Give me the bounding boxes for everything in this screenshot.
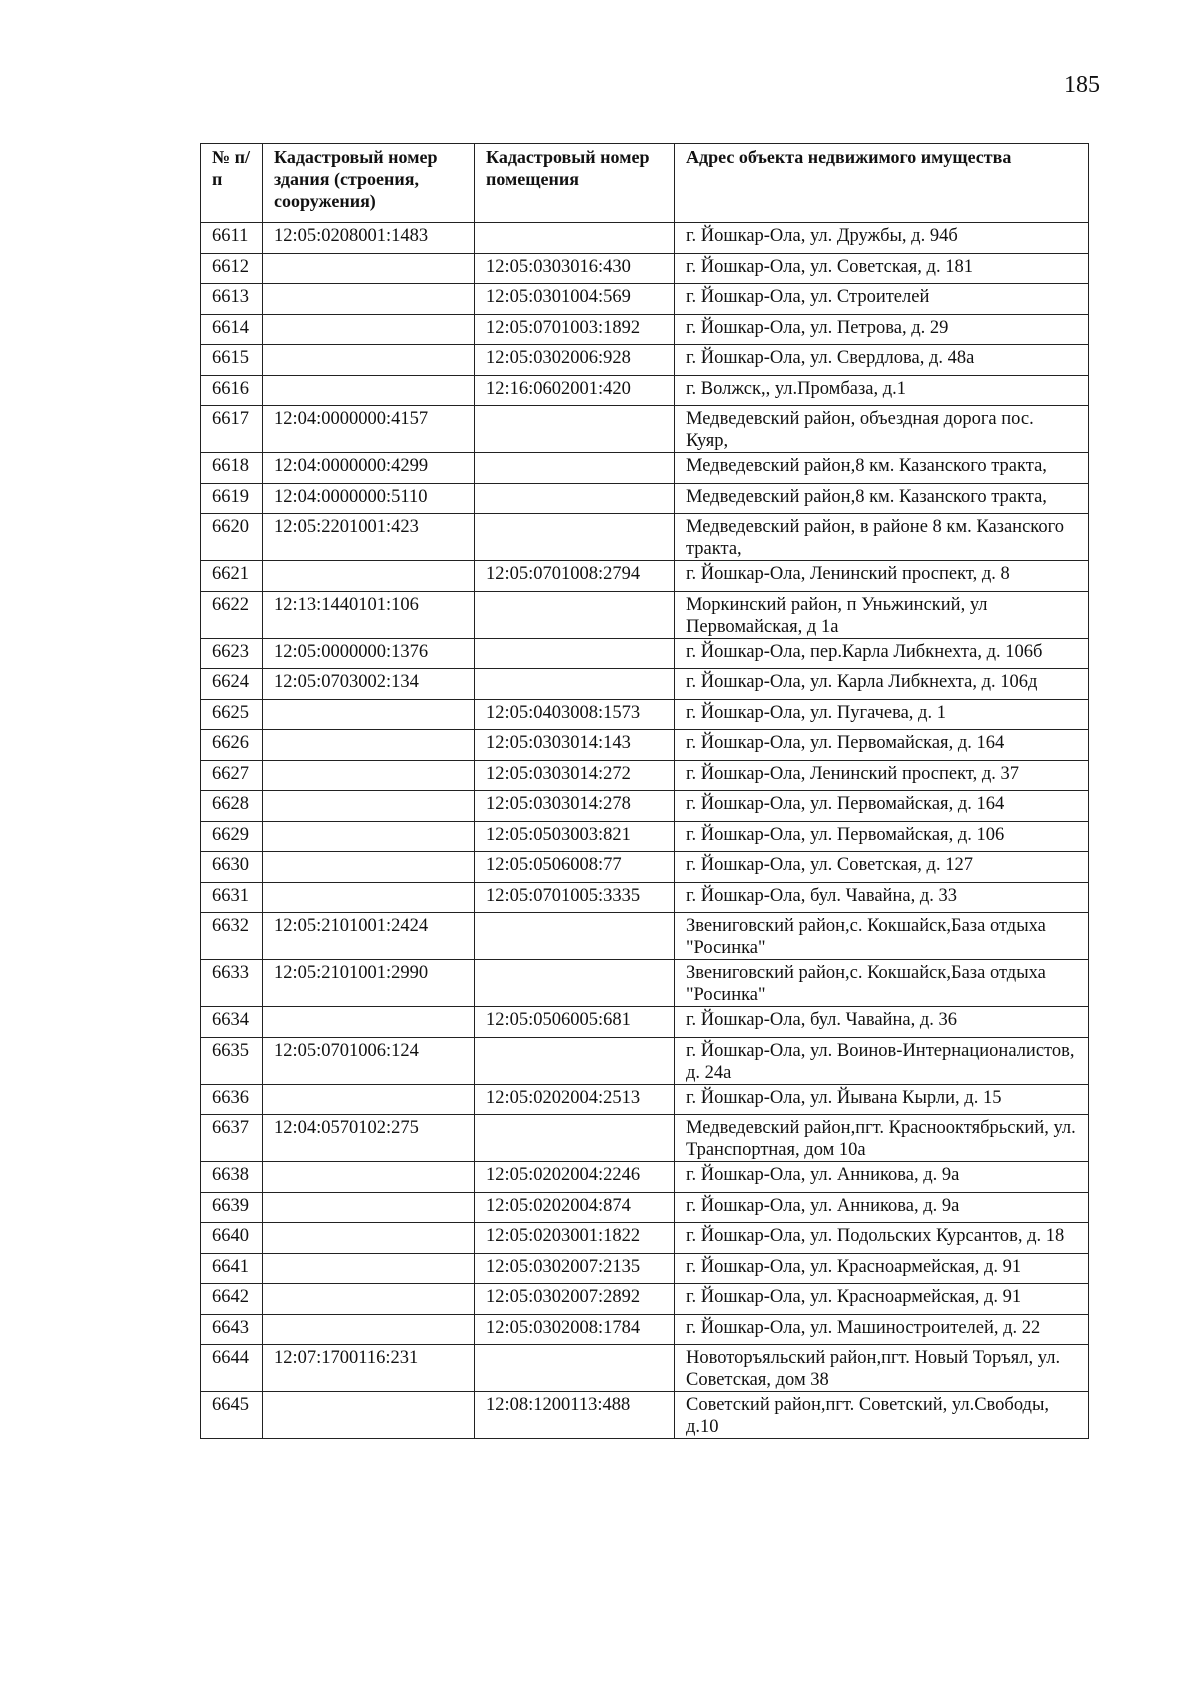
building-cadastral-number	[263, 1192, 475, 1223]
row-number: 6631	[201, 882, 263, 913]
address: г. Йошкар-Ола, ул. Йывана Кырли, д. 15	[675, 1084, 1089, 1115]
row-number: 6640	[201, 1223, 263, 1254]
address: Медведевский район,пгт. Краснооктябрьский, ул. Транспортная, дом 10а	[675, 1115, 1089, 1162]
table-row	[201, 514, 1089, 561]
room-cadastral-number	[475, 406, 675, 453]
table-row	[201, 913, 1089, 960]
address: г. Йошкар-Ола, ул. Первомайская, д. 164	[675, 730, 1089, 761]
building-cadastral-number: 12:05:0000000:1376	[263, 638, 475, 669]
room-cadastral-number: 12:05:0302006:928	[475, 345, 675, 376]
address: г. Йошкар-Ола, ул. Подольских Курсантов, д. 18	[675, 1223, 1089, 1254]
room-cadastral-number: 12:05:0302007:2892	[475, 1284, 675, 1315]
row-number: 6638	[201, 1162, 263, 1193]
table-row	[201, 791, 1089, 822]
building-cadastral-number: 12:05:0703002:134	[263, 669, 475, 700]
room-cadastral-number	[475, 453, 675, 484]
address: г. Йошкар-Ола, ул. Свердлова, д. 48а	[675, 345, 1089, 376]
row-number: 6625	[201, 699, 263, 730]
room-cadastral-number: 12:05:0202004:874	[475, 1192, 675, 1223]
address: Советский район,пгт. Советский, ул.Свободы, д.10	[675, 1392, 1089, 1439]
address: г. Волжск,, ул.Промбаза, д.1	[675, 375, 1089, 406]
building-cadastral-number: 12:04:0000000:4299	[263, 453, 475, 484]
address: г. Йошкар-Ола, ул. Анникова, д. 9а	[675, 1162, 1089, 1193]
room-cadastral-number	[475, 638, 675, 669]
building-cadastral-number: 12:05:2101001:2424	[263, 913, 475, 960]
address: г. Йошкар-Ола, ул. Дружбы, д. 94б	[675, 223, 1089, 254]
table-row	[201, 1253, 1089, 1284]
row-number: 6626	[201, 730, 263, 761]
address: Новоторъяльский район,пгт. Новый Торъял, ул. Советская, дом 38	[675, 1345, 1089, 1392]
address: г. Йошкар-Ола, ул. Первомайская, д. 106	[675, 821, 1089, 852]
building-cadastral-number	[263, 1223, 475, 1254]
header-number: № п/п	[201, 144, 263, 223]
row-number: 6614	[201, 314, 263, 345]
building-cadastral-number	[263, 1284, 475, 1315]
table-row	[201, 730, 1089, 761]
address: г. Йошкар-Ола, ул. Первомайская, д. 164	[675, 791, 1089, 822]
table-row	[201, 1037, 1089, 1084]
row-number: 6612	[201, 253, 263, 284]
building-cadastral-number: 12:05:2101001:2990	[263, 960, 475, 1007]
building-cadastral-number	[263, 821, 475, 852]
room-cadastral-number	[475, 1115, 675, 1162]
address: г. Йошкар-Ола, бул. Чавайна, д. 36	[675, 1007, 1089, 1038]
room-cadastral-number	[475, 514, 675, 561]
row-number: 6634	[201, 1007, 263, 1038]
room-cadastral-number: 12:05:0303014:272	[475, 760, 675, 791]
room-cadastral-number: 12:05:0701008:2794	[475, 561, 675, 592]
address: г. Йошкар-Ола, ул. Советская, д. 181	[675, 253, 1089, 284]
building-cadastral-number	[263, 699, 475, 730]
table-body	[201, 223, 1089, 1439]
address: г. Йошкар-Ола, Ленинский проспект, д. 37	[675, 760, 1089, 791]
address: г. Йошкар-Ола, ул. Строителей	[675, 284, 1089, 315]
table-row	[201, 1162, 1089, 1193]
room-cadastral-number: 12:05:0203001:1822	[475, 1223, 675, 1254]
table-row	[201, 483, 1089, 514]
building-cadastral-number: 12:05:2201001:423	[263, 514, 475, 561]
room-cadastral-number: 12:05:0303014:143	[475, 730, 675, 761]
address: г. Йошкар-Ола, Ленинский проспект, д. 8	[675, 561, 1089, 592]
row-number: 6637	[201, 1115, 263, 1162]
room-cadastral-number: 12:05:0202004:2513	[475, 1084, 675, 1115]
row-number: 6619	[201, 483, 263, 514]
address: г. Йошкар-Ола, ул. Петрова, д. 29	[675, 314, 1089, 345]
table-row	[201, 284, 1089, 315]
row-number: 6636	[201, 1084, 263, 1115]
building-cadastral-number	[263, 852, 475, 883]
address: Звениговский район,с. Кокшайск,База отдыха "Росинка"	[675, 913, 1089, 960]
table-row	[201, 852, 1089, 883]
row-number: 6618	[201, 453, 263, 484]
building-cadastral-number	[263, 1162, 475, 1193]
building-cadastral-number: 12:04:0000000:5110	[263, 483, 475, 514]
row-number: 6641	[201, 1253, 263, 1284]
room-cadastral-number	[475, 223, 675, 254]
building-cadastral-number	[263, 375, 475, 406]
table-row	[201, 699, 1089, 730]
building-cadastral-number	[263, 345, 475, 376]
header-building-cadastral: Кадастровый номер здания (строения, сооружения)	[263, 144, 475, 223]
row-number: 6628	[201, 791, 263, 822]
room-cadastral-number: 12:05:0701003:1892	[475, 314, 675, 345]
row-number: 6616	[201, 375, 263, 406]
property-table	[200, 143, 1089, 1439]
building-cadastral-number	[263, 253, 475, 284]
table-row	[201, 1007, 1089, 1038]
row-number: 6623	[201, 638, 263, 669]
table-row	[201, 638, 1089, 669]
row-number: 6627	[201, 760, 263, 791]
table-row	[201, 223, 1089, 254]
address: г. Йошкар-Ола, ул. Красноармейская, д. 91	[675, 1253, 1089, 1284]
table-row	[201, 882, 1089, 913]
room-cadastral-number: 12:05:0701005:3335	[475, 882, 675, 913]
table-row	[201, 669, 1089, 700]
building-cadastral-number	[263, 791, 475, 822]
room-cadastral-number: 12:05:0303016:430	[475, 253, 675, 284]
building-cadastral-number: 12:05:0208001:1483	[263, 223, 475, 254]
table-row	[201, 314, 1089, 345]
table-row	[201, 1345, 1089, 1392]
table-row	[201, 960, 1089, 1007]
room-cadastral-number: 12:08:1200113:488	[475, 1392, 675, 1439]
address: Медведевский район, объездная дорога пос. Куяр,	[675, 406, 1089, 453]
row-number: 6617	[201, 406, 263, 453]
row-number: 6622	[201, 591, 263, 638]
row-number: 6615	[201, 345, 263, 376]
room-cadastral-number	[475, 913, 675, 960]
row-number: 6611	[201, 223, 263, 254]
header-room-cadastral: Кадастровый номер помещения	[475, 144, 675, 223]
building-cadastral-number	[263, 314, 475, 345]
table-row	[201, 1392, 1089, 1439]
table-header-row	[201, 144, 1089, 223]
row-number: 6621	[201, 561, 263, 592]
row-number: 6642	[201, 1284, 263, 1315]
row-number: 6632	[201, 913, 263, 960]
building-cadastral-number: 12:04:0000000:4157	[263, 406, 475, 453]
row-number: 6620	[201, 514, 263, 561]
table-row	[201, 406, 1089, 453]
room-cadastral-number: 12:05:0403008:1573	[475, 699, 675, 730]
table-row	[201, 453, 1089, 484]
table-row	[201, 561, 1089, 592]
building-cadastral-number: 12:05:0701006:124	[263, 1037, 475, 1084]
room-cadastral-number: 12:05:0303014:278	[475, 791, 675, 822]
table-row	[201, 821, 1089, 852]
room-cadastral-number	[475, 1345, 675, 1392]
row-number: 6635	[201, 1037, 263, 1084]
room-cadastral-number	[475, 591, 675, 638]
address: г. Йошкар-Ола, пер.Карла Либкнехта, д. 106б	[675, 638, 1089, 669]
address: г. Йошкар-Ола, ул. Воинов-Интернационалистов, д. 24а	[675, 1037, 1089, 1084]
table-row	[201, 345, 1089, 376]
room-cadastral-number: 12:16:0602001:420	[475, 375, 675, 406]
table-row	[201, 1115, 1089, 1162]
row-number: 6630	[201, 852, 263, 883]
page-number: 185	[1064, 72, 1100, 98]
table-row	[201, 253, 1089, 284]
row-number: 6644	[201, 1345, 263, 1392]
address: Медведевский район,8 км. Казанского тракта,	[675, 483, 1089, 514]
address: Моркинский район, п Уньжинский, ул Первомайская, д 1а	[675, 591, 1089, 638]
room-cadastral-number	[475, 960, 675, 1007]
row-number: 6629	[201, 821, 263, 852]
room-cadastral-number: 12:05:0302007:2135	[475, 1253, 675, 1284]
address: Медведевский район,8 км. Казанского тракта,	[675, 453, 1089, 484]
row-number: 6643	[201, 1314, 263, 1345]
table-row	[201, 591, 1089, 638]
building-cadastral-number	[263, 760, 475, 791]
address: г. Йошкар-Ола, ул. Машиностроителей, д. 22	[675, 1314, 1089, 1345]
row-number: 6645	[201, 1392, 263, 1439]
address: г. Йошкар-Ола, ул. Советская, д. 127	[675, 852, 1089, 883]
room-cadastral-number: 12:05:0506008:77	[475, 852, 675, 883]
building-cadastral-number: 12:13:1440101:106	[263, 591, 475, 638]
table-row	[201, 1284, 1089, 1315]
address: Звениговский район,с. Кокшайск,База отдыха "Росинка"	[675, 960, 1089, 1007]
room-cadastral-number: 12:05:0302008:1784	[475, 1314, 675, 1345]
address: Медведевский район, в районе 8 км. Казанского тракта,	[675, 514, 1089, 561]
address: г. Йошкар-Ола, ул. Карла Либкнехта, д. 106д	[675, 669, 1089, 700]
header-address: Адрес объекта недвижимого имущества	[675, 144, 1089, 223]
building-cadastral-number	[263, 730, 475, 761]
room-cadastral-number: 12:05:0506005:681	[475, 1007, 675, 1038]
building-cadastral-number	[263, 882, 475, 913]
building-cadastral-number	[263, 1007, 475, 1038]
building-cadastral-number	[263, 1084, 475, 1115]
building-cadastral-number: 12:07:1700116:231	[263, 1345, 475, 1392]
room-cadastral-number	[475, 669, 675, 700]
row-number: 6613	[201, 284, 263, 315]
building-cadastral-number: 12:04:0570102:275	[263, 1115, 475, 1162]
room-cadastral-number: 12:05:0503003:821	[475, 821, 675, 852]
building-cadastral-number	[263, 1253, 475, 1284]
room-cadastral-number: 12:05:0301004:569	[475, 284, 675, 315]
room-cadastral-number: 12:05:0202004:2246	[475, 1162, 675, 1193]
row-number: 6624	[201, 669, 263, 700]
building-cadastral-number	[263, 1392, 475, 1439]
building-cadastral-number	[263, 284, 475, 315]
address: г. Йошкар-Ола, ул. Анникова, д. 9а	[675, 1192, 1089, 1223]
table-row	[201, 375, 1089, 406]
building-cadastral-number	[263, 1314, 475, 1345]
table-row	[201, 1314, 1089, 1345]
address: г. Йошкар-Ола, бул. Чавайна, д. 33	[675, 882, 1089, 913]
address: г. Йошкар-Ола, ул. Красноармейская, д. 91	[675, 1284, 1089, 1315]
table-row	[201, 1084, 1089, 1115]
table-row	[201, 1223, 1089, 1254]
row-number: 6639	[201, 1192, 263, 1223]
row-number: 6633	[201, 960, 263, 1007]
address: г. Йошкар-Ола, ул. Пугачева, д. 1	[675, 699, 1089, 730]
building-cadastral-number	[263, 561, 475, 592]
room-cadastral-number	[475, 1037, 675, 1084]
room-cadastral-number	[475, 483, 675, 514]
table-row	[201, 760, 1089, 791]
table-row	[201, 1192, 1089, 1223]
